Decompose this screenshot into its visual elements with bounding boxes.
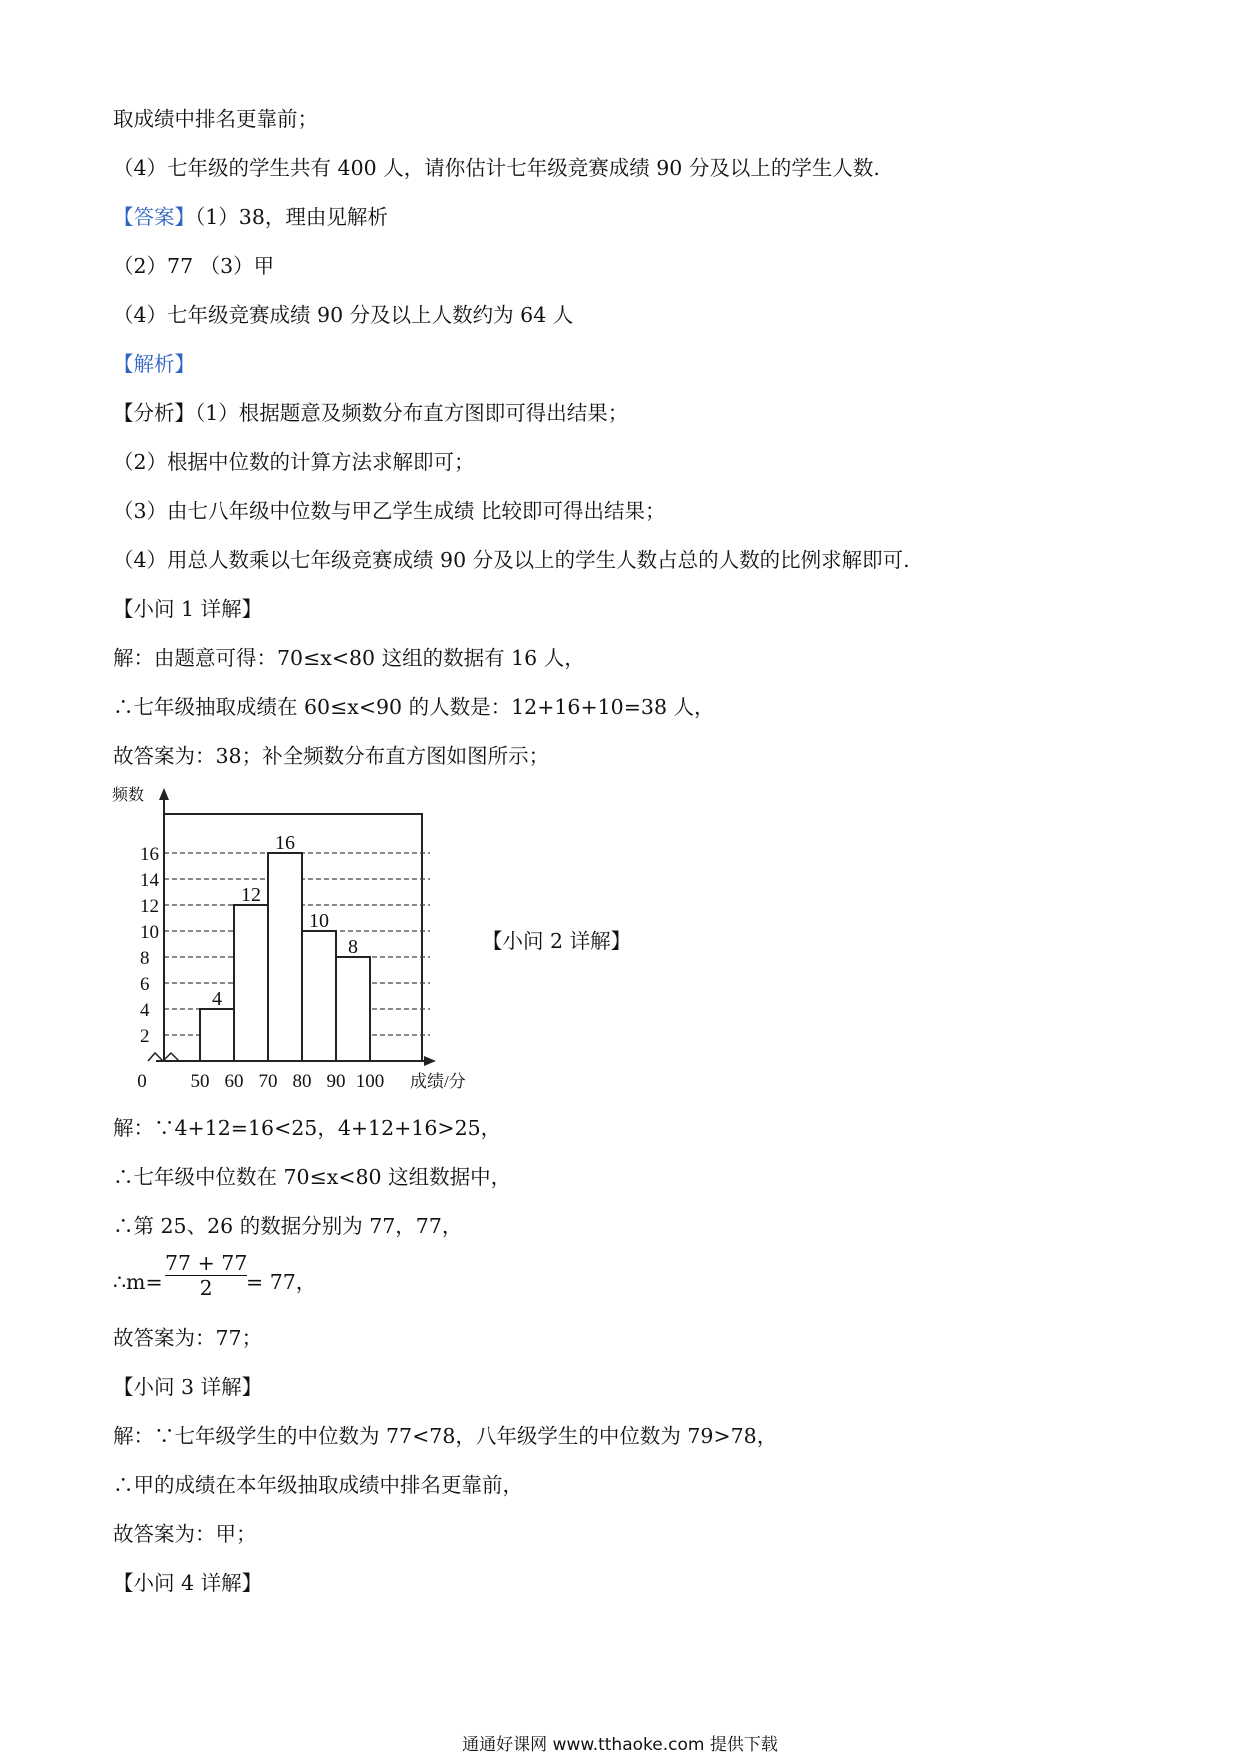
line-23: 故答案为：甲； bbox=[113, 1522, 257, 1546]
line-15: 解：∵4+12=16<25，4+12+16>25， bbox=[113, 1116, 502, 1140]
bar-value-label: 12 bbox=[241, 884, 261, 906]
line-12: 解：由题意可得：70≤x<80 这组的数据有 16 人， bbox=[113, 646, 585, 670]
line-11: 【小问 1 详解】 bbox=[113, 597, 263, 621]
x-tick-label: 60 bbox=[224, 1071, 244, 1092]
line-20: 【小问 3 详解】 bbox=[113, 1375, 263, 1399]
line-04: （2）77 （3）甲 bbox=[113, 254, 275, 278]
bar-value-label: 16 bbox=[275, 832, 295, 854]
q2-heading: 【小问 2 详解】 bbox=[482, 929, 632, 953]
y-axis-arrow bbox=[159, 788, 169, 800]
y-tick-label: 6 bbox=[140, 974, 150, 995]
bar-value-label: 8 bbox=[348, 936, 358, 958]
fraction-denominator: 2 bbox=[199, 1276, 213, 1300]
bar-value-label: 10 bbox=[309, 910, 329, 932]
line-18-prefix: ∴m= bbox=[113, 1270, 163, 1294]
x-axis-label: 成绩/分 bbox=[410, 1072, 466, 1091]
line-08: （2）根据中位数的计算方法求解即可； bbox=[113, 450, 475, 474]
line-13: ∴七年级抽取成绩在 60≤x<90 的人数是：12+16+10=38 人， bbox=[113, 695, 715, 719]
x-tick-label: 50 bbox=[190, 1071, 210, 1092]
x-tick-label: 80 bbox=[292, 1071, 312, 1092]
histogram-chart bbox=[108, 786, 488, 1096]
footer-text: 通通好课网 www.tthaoke.com 提供下载 bbox=[462, 1735, 778, 1755]
line-02: （4）七年级的学生共有 400 人，请你估计七年级竞赛成绩 90 分及以上的学生人数. bbox=[113, 156, 880, 180]
y-tick-label: 16 bbox=[140, 844, 159, 865]
line-07: 【分析】（1）根据题意及频数分布直方图即可得出结果； bbox=[113, 401, 629, 425]
histogram-bar bbox=[234, 905, 268, 1061]
line-24: 【小问 4 详解】 bbox=[113, 1571, 263, 1595]
line-10: （4）用总人数乘以七年级竞赛成绩 90 分及以上的学生人数占总的人数的比例求解即可. bbox=[113, 548, 910, 572]
line-19: 故答案为：77； bbox=[113, 1326, 263, 1350]
line-21: 解：∵七年级学生的中位数为 77<78，八年级学生的中位数为 79>78， bbox=[113, 1424, 778, 1448]
line-16: ∴七年级中位数在 70≤x<80 这组数据中， bbox=[113, 1165, 512, 1189]
x-tick-label: 90 bbox=[326, 1071, 346, 1092]
y-tick-label: 4 bbox=[140, 1000, 150, 1021]
bar-value-label: 4 bbox=[212, 988, 222, 1010]
line-05: （4）七年级竞赛成绩 90 分及以上人数约为 64 人 bbox=[113, 303, 574, 327]
y-tick-label: 8 bbox=[140, 948, 150, 969]
y-tick-label: 2 bbox=[140, 1026, 150, 1047]
x-tick-label: 100 bbox=[355, 1071, 385, 1092]
y-axis-label: 频数 bbox=[112, 787, 145, 804]
histogram-bar bbox=[200, 1009, 234, 1061]
answer-line bbox=[113, 204, 388, 230]
x-tick-label: 70 bbox=[258, 1071, 278, 1092]
answer-tag: 【答案】 bbox=[113, 205, 195, 229]
line-09: （3）由七八年级中位数与甲乙学生成绩 比较即可得出结果； bbox=[113, 499, 666, 523]
line-14: 故答案为：38；补全频数分布直方图如图所示； bbox=[113, 744, 550, 768]
x-axis-arrow bbox=[424, 1056, 436, 1066]
line-22: ∴甲的成绩在本年级抽取成绩中排名更靠前， bbox=[113, 1473, 523, 1497]
y-tick-label: 14 bbox=[140, 870, 159, 891]
histogram-bar bbox=[268, 853, 302, 1061]
fraction-numerator: 77 + 77 bbox=[165, 1251, 248, 1275]
x-tick-label: 0 bbox=[137, 1071, 147, 1092]
y-tick-label: 12 bbox=[140, 896, 159, 917]
line-17: ∴第 25、26 的数据分别为 77，77， bbox=[113, 1214, 463, 1238]
answer-text: （1）38，理由见解析 bbox=[195, 205, 388, 229]
fraction bbox=[165, 1251, 247, 1300]
line-01: 取成绩中排名更靠前； bbox=[113, 107, 318, 131]
histogram-bar bbox=[336, 957, 370, 1061]
histogram-bar bbox=[302, 931, 336, 1061]
analysis-tag: 【解析】 bbox=[113, 352, 195, 376]
y-tick-label: 10 bbox=[140, 922, 159, 943]
line-18-suffix: = 77， bbox=[246, 1270, 317, 1294]
